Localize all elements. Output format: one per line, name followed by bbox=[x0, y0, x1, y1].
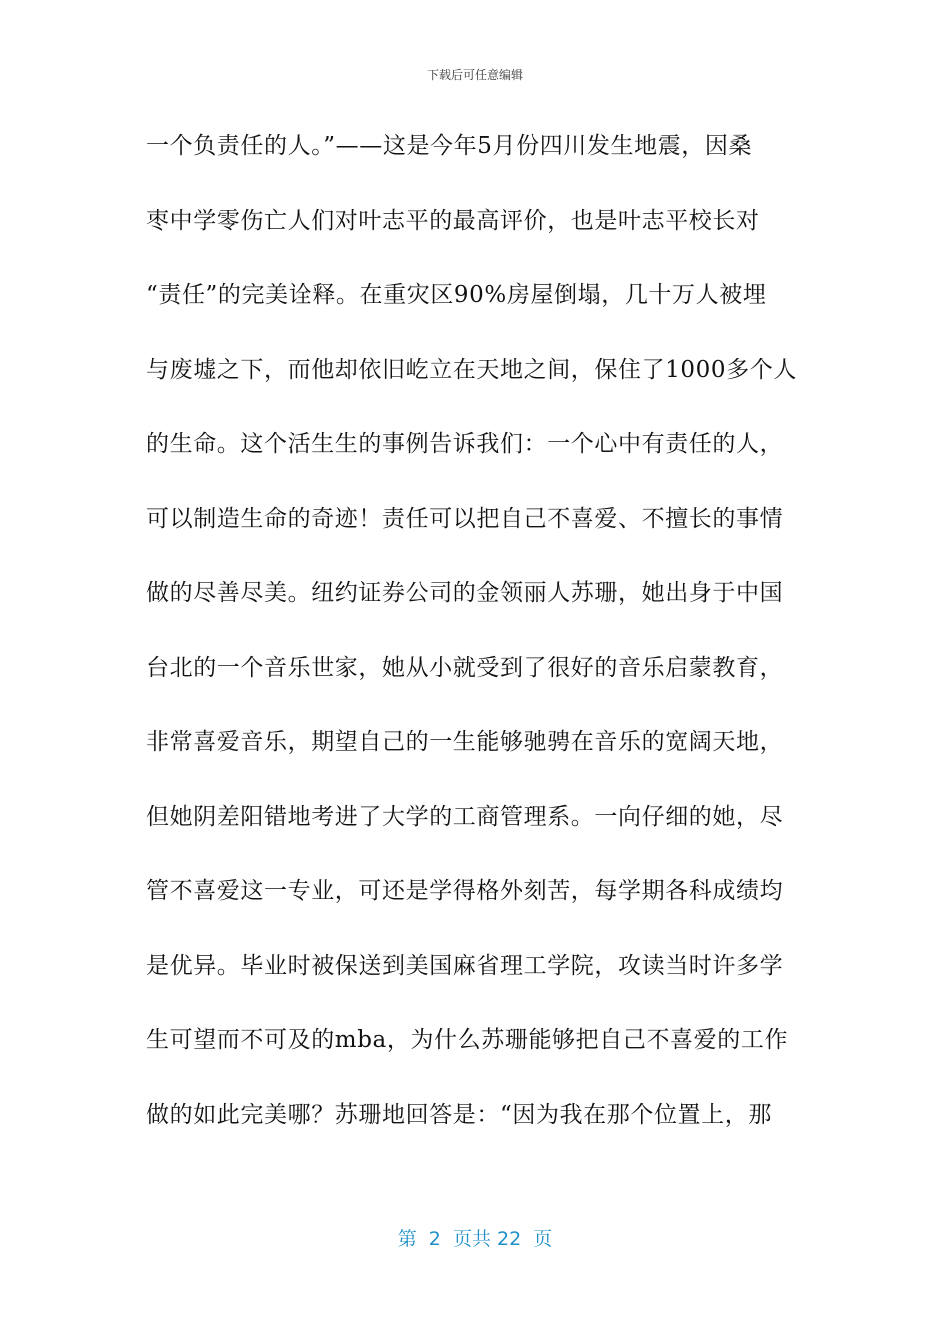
page-number-footer: 第 2 页共 22 页 bbox=[397, 1228, 553, 1250]
text-line: 做的尽善尽美。纽约证券公司的金领丽人苏珊，她出身于中国 bbox=[146, 580, 784, 606]
text-line: 台北的一个音乐世家，她从小就受到了很好的音乐启蒙教育， bbox=[146, 654, 784, 681]
text-line: 枣中学零伤亡人们对叶志平的最高评价，也是叶志平校长对 bbox=[146, 207, 760, 234]
text-line: 做的如此完美哪？苏珊地回答是：“因为我在那个位置上，那 bbox=[146, 1101, 772, 1128]
text-line: 是优异。毕业时被保送到美国麻省理工学院，攻读当时许多学 bbox=[146, 952, 784, 979]
text-line: 与废墟之下，而他却依旧屹立在天地之间，保住了1000多个人 bbox=[146, 356, 797, 383]
text-line: 的生命。这个活生生的事例告诉我们：一个心中有责任的人， bbox=[146, 431, 784, 457]
text-line: 生可望而不可及的mba，为什么苏珊能够把自己不喜爱的工作 bbox=[146, 1027, 789, 1053]
body-text bbox=[146, 126, 806, 1169]
text-line: 但她阴差阳错地考进了大学的工商管理系。一向仔细的她，尽 bbox=[146, 803, 784, 830]
text-line: 一个负责任的人。”——这是今年5月份四川发生地震，因桑 bbox=[146, 133, 753, 159]
text-line: 可以制造生命的奇迹！责任可以把自己不喜爱、不擅长的事情 bbox=[146, 505, 784, 532]
text-line: “责任”的完美诠释。在重灾区90%房屋倒塌，几十万人被埋 bbox=[146, 282, 767, 308]
text-line: 非常喜爱音乐，期望自己的一生能够驰骋在音乐的宽阔天地， bbox=[146, 729, 784, 755]
page-header: 下载后可任意编辑 bbox=[426, 68, 523, 82]
text-line: 管不喜爱这一专业，可还是学得格外刻苦，每学期各科成绩均 bbox=[146, 878, 784, 904]
